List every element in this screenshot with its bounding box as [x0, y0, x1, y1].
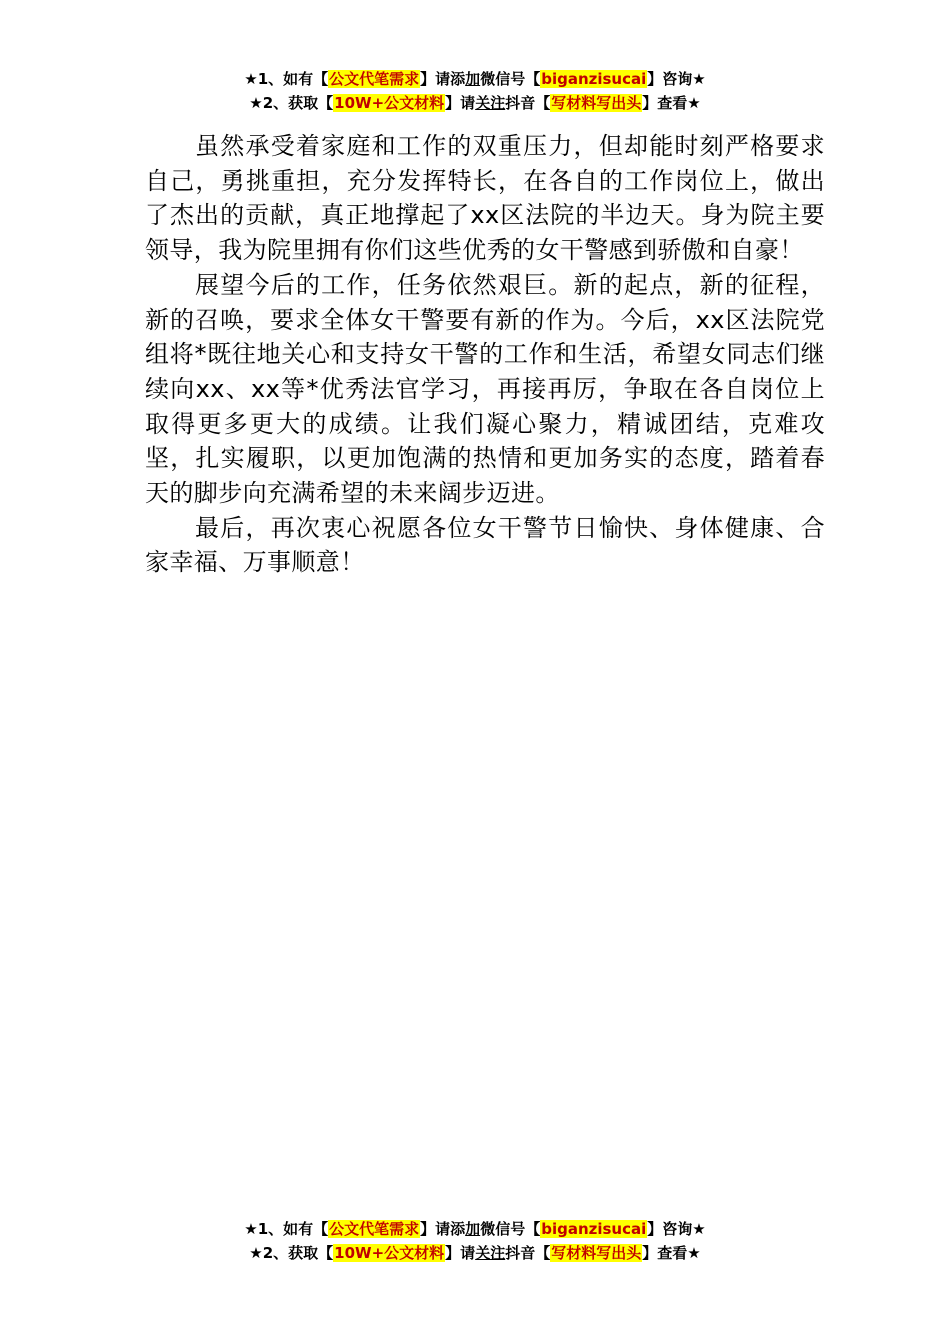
header-banner	[0, 67, 950, 115]
star-icon: ★	[244, 70, 258, 88]
banner-text: 2、获取【	[262, 1244, 334, 1262]
banner-text: 】请	[445, 1244, 476, 1262]
banner-text: 】请添	[420, 70, 466, 88]
highlight-materials: 10W+公文材料	[334, 1244, 445, 1262]
footer-banner	[0, 1217, 950, 1265]
star-icon: ★	[249, 94, 263, 112]
banner-text: 】请添	[420, 1220, 466, 1238]
star-icon: ★	[249, 1244, 263, 1262]
star-icon: ★	[244, 1220, 258, 1238]
banner-text: 抖音【	[505, 94, 551, 112]
banner-text: 】请	[445, 94, 476, 112]
banner-text: 微信号【	[480, 70, 541, 88]
banner-text: 微信号【	[480, 1220, 541, 1238]
banner-text: 】查看	[642, 1244, 688, 1262]
star-icon: ★	[692, 70, 706, 88]
banner-text: 】咨询	[647, 1220, 693, 1238]
star-icon: ★	[687, 1244, 701, 1262]
highlight-wechat-id: biganzisucai	[541, 70, 647, 88]
banner-line-1	[0, 1217, 950, 1241]
highlight-douyin-account: 写材料写出头	[551, 1244, 642, 1262]
banner-text: 1、如有【	[257, 1220, 329, 1238]
star-icon: ★	[692, 1220, 706, 1238]
banner-text: 2、获取【	[262, 94, 334, 112]
highlight-service: 公文代笔需求	[329, 70, 420, 88]
banner-text: 】咨询	[647, 70, 693, 88]
banner-underlined-text: 关注	[475, 94, 506, 112]
banner-underlined-text: 加	[465, 1220, 481, 1238]
highlight-materials: 10W+公文材料	[334, 94, 445, 112]
star-icon: ★	[687, 94, 701, 112]
document-body	[145, 129, 825, 580]
banner-line-2	[0, 91, 950, 115]
banner-text: 抖音【	[505, 1244, 551, 1262]
banner-text: 1、如有【	[257, 70, 329, 88]
banner-text: 】查看	[642, 94, 688, 112]
banner-line-1	[0, 67, 950, 91]
paragraph: 最后，再次衷心祝愿各位女干警节日愉快、身体健康、合家幸福、万事顺意！	[145, 513, 825, 577]
paragraph: 展望今后的工作，任务依然艰巨。新的起点，新的征程，新的召唤，要求全体女干警要有新的作为。今后，xx区法院党组将*既往地关心和支持女干警的工作和生活，希望女同志们继续向xx、xx等*优秀法官学习，再接再厉，争取在各自岗位上取得更多更大的成绩。让我们凝心聚力，精诚团结，克难攻坚，扎实履职，以更加饱满的热情和更加务实的态度，踏着春天的脚步向充满希望的未来阔步迈进。	[145, 270, 825, 508]
highlight-douyin-account: 写材料写出头	[551, 94, 642, 112]
highlight-wechat-id: biganzisucai	[541, 1220, 647, 1238]
banner-underlined-text: 加	[465, 70, 481, 88]
banner-underlined-text: 关注	[475, 1244, 506, 1262]
paragraph: 虽然承受着家庭和工作的双重压力，但却能时刻严格要求自己，勇挑重担，充分发挥特长，在各自的工作岗位上，做出了杰出的贡献，真正地撑起了xx区法院的半边天。身为院主要领导，我为院里拥有你们这些优秀的女干警感到骄傲和自豪！	[145, 132, 825, 265]
banner-line-2	[0, 1241, 950, 1265]
highlight-service: 公文代笔需求	[329, 1220, 420, 1238]
